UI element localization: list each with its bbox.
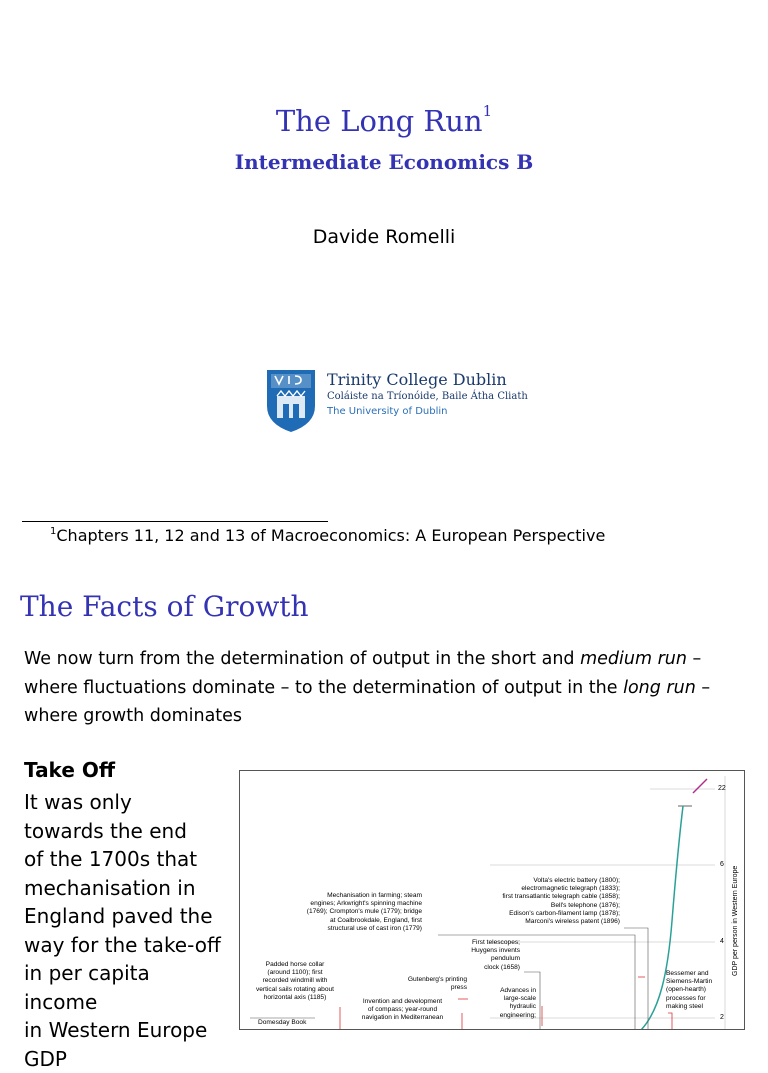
annotation-volta [450,877,620,926]
annotation-line: Siemens-Martin [666,978,726,986]
annotation-line: press [380,984,467,992]
annotation-line: Huygens invents [440,947,520,955]
annotation-line: Volta's electric battery (1800); [450,877,620,885]
annotation-line: Mechanisation in farming; steam [266,892,422,900]
takeoff-line: mechanisation in [24,874,229,903]
footnote-mark: 1 [50,526,56,537]
annotation-line: electromagnetic telegraph (1833); [450,885,620,893]
annotation-line: Edison's carbon-filament lamp (1878); [450,910,620,918]
annotation-line: engineering; [480,1012,536,1020]
footnote-divider [22,521,328,522]
leader-volta [624,928,648,1030]
annotation-line: Invention and development [350,998,455,1006]
intro-text-2: – where fluctuations dominate – to the determination of output in the [24,649,701,698]
takeoff-line: way for the take-off [24,931,229,960]
annotation-line: hydraulic [480,1003,536,1011]
annotation-line: First telescopes; [440,939,520,947]
annotation-line: Padded horse collar [242,961,348,969]
tcd-logo [265,368,515,436]
leader-bessemer [668,1013,672,1030]
annotation-line: Bessemer and [666,970,726,978]
annotation-line: structural use of cast iron (1779) [266,925,422,933]
annotation-gutenberg [380,976,467,992]
author-name: Davide Romelli [0,226,768,248]
annotation-line: (1769); Crompton's mule (1779); bridge [266,908,422,916]
annotation-line: processes for [666,995,726,1003]
ytick-22: 22 [718,785,726,792]
slide-title [0,104,768,138]
annotation-line: (open-hearth) [666,986,726,994]
ytick-4: 4 [720,938,724,945]
annotation-telescopes [440,939,520,972]
ytick-2: 2 [720,1014,724,1021]
intro-emph-long-run: long run [623,678,696,698]
annotation-line: first transatlantic telegraph cable (1858); [450,893,620,901]
takeoff-line: It was only [24,788,229,817]
logo-line2: Coláiste na Tríonóide, Baile Átha Cliath [327,391,528,402]
annotation-line: Marconi's wireless patent (1896) [450,918,620,926]
annotation-line: horizontal axis (1185) [242,994,348,1002]
takeoff-line: in per capita income [24,959,229,1016]
takeoff-line: in Western Europe [24,1016,229,1045]
annotation-line: (around 1100); first [242,969,348,977]
takeoff-body [24,788,229,1073]
annotation-line: Advances in [480,987,536,995]
tcd-crest-icon [265,368,317,434]
intro-text-3: – where growth dominates [24,678,710,727]
annotation-hydraulic [480,987,536,1020]
annotation-line: engines; Arkwright's spinning machine [266,900,422,908]
axis-break-1 [693,779,707,793]
annotation-line: recorded windmill with [242,977,348,985]
annotation-line: of compass; year-round [350,1006,455,1014]
annotation-line: Gutenberg's printing [380,976,467,984]
takeoff-heading: Take Off [24,758,115,782]
title-footnote-mark: 1 [483,102,493,120]
annotation-line: clock (1658) [440,964,520,972]
takeoff-line: towards the end [24,817,229,846]
annotation-line: navigation in Mediterranean [350,1014,455,1022]
annotation-line: Bell's telephone (1876); [450,902,620,910]
annotation-line: large-scale [480,995,536,1003]
annotation-line: making steel [666,1003,726,1011]
annotation-line: vertical sails rotating about [242,986,348,994]
gdp-innovation-chart [239,770,745,1030]
title-text: The Long Run [276,104,483,138]
annotation-line: pendulum [440,955,520,963]
annotation-horse-collar [242,961,348,1002]
footnote [50,526,605,545]
footnote-text: Chapters 11, 12 and 13 of Macroeconomics: A European Perspective [56,526,605,545]
takeoff-line: England paved the [24,902,229,931]
section-title: The Facts of Growth [20,590,309,623]
annotation-compass [350,998,455,1023]
annotation-mechanisation [266,892,422,933]
intro-emph-medium-run: medium run [580,649,687,669]
logo-line3: The University of Dublin [327,406,448,417]
annotation-line: at Coalbrookdale, England, first [266,917,422,925]
takeoff-line: GDP [24,1045,229,1073]
intro-paragraph [24,645,754,731]
ytick-6: 6 [720,861,724,868]
intro-text-1: We now turn from the determination of output in the short and [24,649,580,669]
y-axis-label: GDP per person in Western Europe [732,866,739,976]
annotation-domesday: Domesday Book [258,1019,306,1027]
logo-line1: Trinity College Dublin [327,370,507,389]
slide-subtitle: Intermediate Economics B [0,150,768,174]
annotation-bessemer [666,970,726,1011]
takeoff-line: of the 1700s that [24,845,229,874]
